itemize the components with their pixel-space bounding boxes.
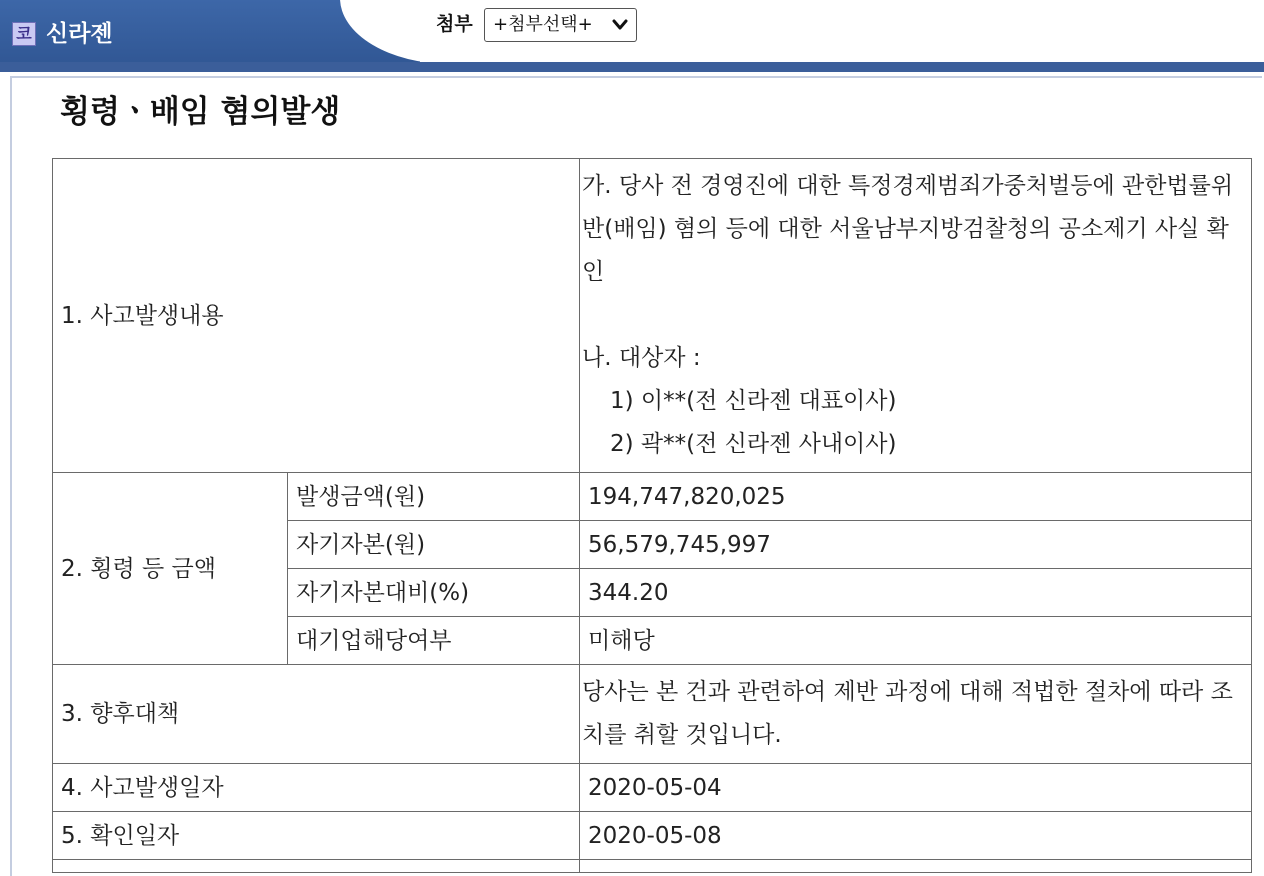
table-row [53,860,1252,873]
sub-label: 발생금액(원) [288,473,580,521]
header-stripe [0,62,1264,72]
table-row [53,159,1252,473]
table-row [53,665,1252,764]
row-label [53,860,580,873]
attach-select[interactable] [484,8,637,42]
sub-label: 자기자본(원) [288,521,580,569]
table-row [53,812,1252,860]
table-row [53,473,1252,521]
content-paragraph: 나. 대상자 : [582,345,701,371]
value-cell: 56,579,745,997 [580,521,1252,569]
sub-label: 자기자본대비(%) [288,569,580,617]
row-label: 4. 사고발생일자 [53,764,580,812]
page-title: 횡령ㆍ배임 혐의발생 [60,94,341,130]
value-cell [580,860,1252,873]
attach-label: 첨부 [436,13,473,35]
row-content: 당사는 본 건과 관련하여 제반 과정에 대해 적법한 절차에 따라 조치를 취할 것입니다. [580,665,1252,764]
row-label: 1. 사고발생내용 [53,159,580,473]
value-cell: 2020-05-04 [580,764,1252,812]
market-badge-icon: 코 [12,22,36,46]
attach-select-value: +첨부선택+ [493,14,593,35]
company-name: 신라젠 [46,21,113,47]
content-paragraph: 가. 당사 전 경영진에 대한 특정경제범죄가중처벌등에 관한법률위반(배임) 혐의 등에 대한 서울남부지방검찰청의 공소제기 사실 확인 [582,173,1234,285]
row-label: 5. 확인일자 [53,812,580,860]
chevron-down-icon [612,18,628,32]
row-label: 2. 횡령 등 금액 [53,473,288,665]
row-label: 3. 향후대책 [53,665,580,764]
sub-label: 대기업해당여부 [288,617,580,665]
row-content [580,159,1252,473]
disclosure-table [52,158,1252,873]
table-row [53,764,1252,812]
value-cell: 194,747,820,025 [580,473,1252,521]
blank-line [582,294,1245,337]
top-bar [0,0,1264,74]
value-cell: 미해당 [580,617,1252,665]
value-cell: 2020-05-08 [580,812,1252,860]
value-cell: 344.20 [580,569,1252,617]
content-list-item: 2) 곽**(전 신라젠 사내이사) [610,431,897,457]
content-list-item: 1) 이**(전 신라젠 대표이사) [610,388,897,414]
